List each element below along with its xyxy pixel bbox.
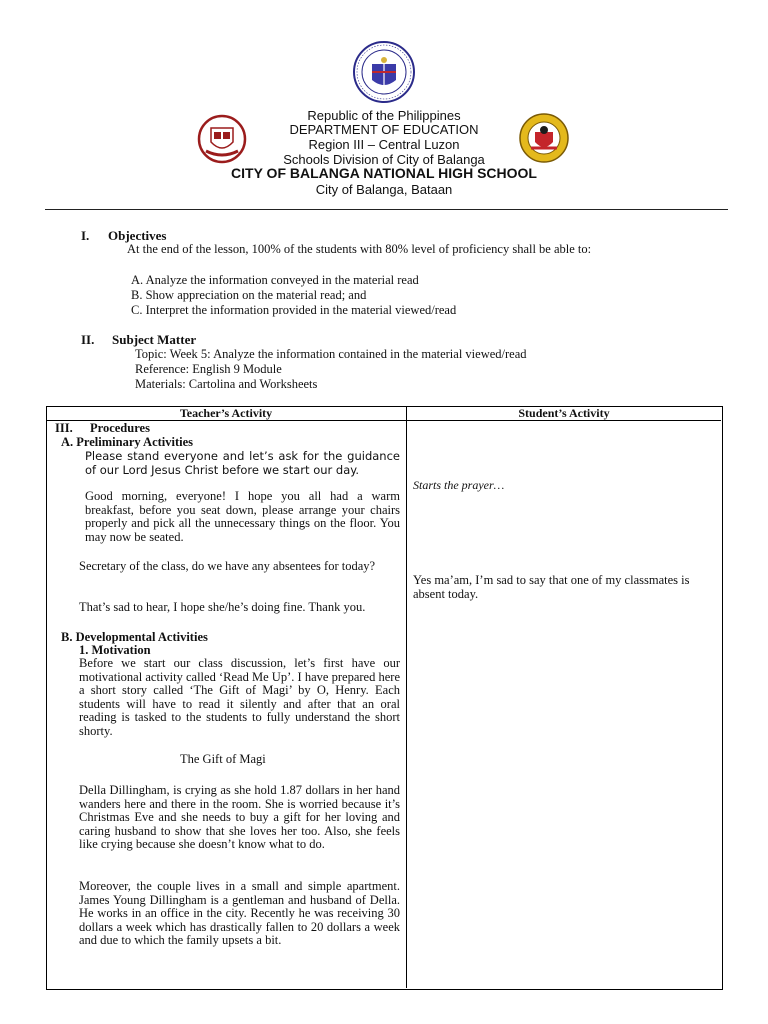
motivation-text: Before we start our class discussion, let’s first have our motivational activity called ‘Read Me Up’. I have prepared here a short story called ‘The Gift of Magi’ by O, Henry. Each students will have to read it silently and after that an oral reading is tasked to the students to fully understand the short shorty. [79,656,400,738]
objective-item-a: A. Analyze the information conveyed in the material read [131,273,419,287]
objective-item-c: C. Interpret the information provided in the material viewed/read [131,303,457,317]
objectives-number: I. [81,228,90,243]
story-paragraph-2: Moreover, the couple lives in a small and simple apartment. James Young Dillingham is a gentleman and husband of Della. He works in an office in the city. Recently he was receiving 30 dollars a week which has drastically fallen to 20 dollars a week and due to which the family upsets a bit. [79,879,400,948]
absentees-question: Secretary of the class, do we have any absentees for today? [79,559,376,573]
header-department: DEPARTMENT OF EDUCATION [289,122,479,137]
motivation-title: 1. Motivation [79,643,151,657]
deped-seal-logo [352,40,416,104]
prayer-text: Please stand everyone and let’s ask for the guidance of our Lord Jesus Christ before we start our day. [85,449,400,477]
objectives-intro: At the end of the lesson, 100% of the students with 80% level of proficiency shall be able to: [127,242,592,256]
objectives-title: Objectives [108,228,167,243]
header-republic: Republic of the Philippines [307,108,461,123]
header-location: City of Balanga, Bataan [315,182,453,197]
header-division: Schools Division of City of Balanga [283,152,485,167]
preliminary-activities-title: A. Preliminary Activities [61,435,194,449]
developmental-activities-title: B. Developmental Activities [61,630,208,644]
teacher-activity-header: Teacher’s Activity [179,406,273,420]
story-paragraph-1: Della Dillingham, is crying as she hold 1.87 dollars in her hand wanders here and there in the room. She is worried because it’s Christmas Eve and she needs to buy a gift for her loving and caring husband to show that she loves her too. Also, she feels like crying because she doesn’t know what to do. [79,783,400,852]
subject-materials: Materials: Cartolina and Worksheets [135,377,318,391]
greeting-text: Good morning, everyone! I hope you all had a warm breakfast, before you seat down, please arrange your chairs properly and pick all the unnecessary things on the floor. You may now be seated. [85,489,400,544]
objective-item-b: B. Show appreciation on the material read; and [131,288,367,302]
table-column-divider [406,406,407,988]
subject-reference: Reference: English 9 Module [135,362,282,376]
subject-matter-title: Subject Matter [112,332,197,347]
sad-response: That’s sad to hear, I hope she/he’s doing fine. Thank you. [79,600,366,614]
procedures-title: Procedures [90,421,150,435]
story-title: The Gift of Magi [180,752,266,766]
header-region: Region III – Central Luzon [308,137,460,152]
subject-matter-number: II. [81,332,95,347]
subject-topic: Topic: Week 5: Analyze the information contained in the material viewed/read [135,347,527,361]
student-prayer-response: Starts the prayer… [413,478,505,492]
student-activity-header: Student’s Activity [518,406,610,420]
header-school-name: CITY OF BALANGA NATIONAL HIGH SCHOOL [231,165,537,181]
procedures-number: III. [55,421,73,435]
student-absent-response: Yes ma’am, I’m sad to say that one of my classmates is absent today. [413,573,690,601]
header-divider [45,209,728,210]
